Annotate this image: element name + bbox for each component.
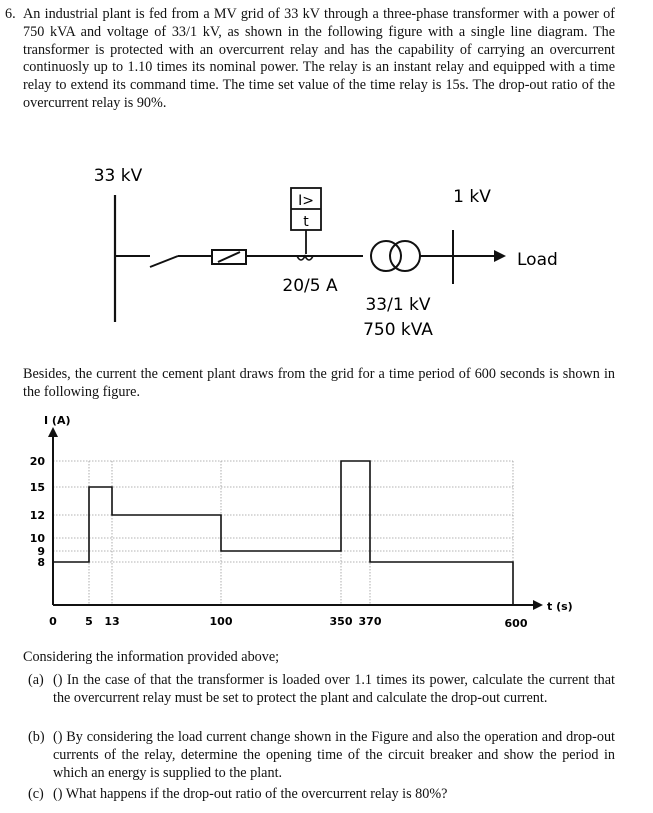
relay-overcurrent-label: I>: [298, 193, 314, 209]
current-profile-chart: [0, 405, 653, 630]
y-tick-8: 8: [37, 556, 45, 569]
relay-time-label: t: [303, 214, 309, 230]
y-tick-labels: [30, 455, 46, 569]
y-tick-9: 9: [37, 545, 45, 558]
x-tick-350: 350: [329, 615, 353, 628]
question-a-label: (a): [28, 672, 44, 688]
y-tick-10: 10: [29, 532, 45, 545]
problem-intro: [5, 6, 615, 113]
x-tick-370: 370: [358, 615, 382, 628]
transformer-primary: [371, 241, 401, 271]
x-tick-100: 100: [209, 615, 233, 628]
x-tick-13: 13: [104, 615, 120, 628]
transformer-power-label: 750 kVA: [363, 320, 433, 340]
question-a-text: () In the case of that the transformer is loaded over 1.1 times its power, calculate the current that the overcurrent relay must be set to protect the plant and calculate the drop-out current.: [53, 672, 615, 706]
grid-voltage-label: 33 kV: [93, 166, 143, 186]
y-tick-15: 15: [29, 481, 45, 494]
question-b-text: () By considering the load current change shown in the Figure and also the operation and drop-out currents of the relay, determine the opening time of the circuit breaker and show the period in which an energy is supplied to the plant.: [53, 729, 615, 781]
ct-ratio-label: 20/5 A: [282, 276, 338, 296]
considering-text: Considering the information provided above;: [23, 649, 280, 665]
problem-number: 6.: [5, 6, 16, 22]
current-plot-line: [53, 461, 513, 605]
x-axis-label: t (s): [547, 600, 573, 613]
y-tick-20: 20: [29, 455, 45, 468]
intro-text: An industrial plant is fed from a MV grid of 33 kV through a three-phase transformer with a power of 750 kVA and voltage of 33/1 kV, as shown in the following figure with a single line diagram. The transformer is protected with an overcurrent relay and has the capability of carrying an overcurrent continuosly up to 1.10 times its nominal power. The relay is an instant relay and equipped with a time relay to extend its command time. The time set value of the time relay is 15s. The drop-out ratio of the overcurrent relay is 90%.: [23, 6, 615, 111]
disconnector-blade: [150, 256, 178, 267]
question-c-text: () What happens if the drop-out ratio of the overcurrent relay is 80%?: [53, 786, 448, 802]
x-tick-5: 5: [85, 615, 93, 628]
current-step-line: [53, 461, 513, 605]
load-label: Load: [517, 250, 558, 270]
y-axis-label: I (A): [44, 414, 71, 427]
grid-lines: [53, 461, 513, 605]
x-tick-labels: [49, 615, 528, 630]
question-c-label: (c): [28, 786, 44, 802]
transformer-ratio-label: 33/1 kV: [365, 295, 431, 315]
question-b-label: (b): [28, 729, 45, 745]
x-tick-600: 600: [504, 617, 528, 630]
y-axis-arrow: [48, 427, 58, 437]
secondary-voltage-label: 1 kV: [453, 187, 491, 207]
question-c: [28, 786, 615, 804]
single-line-diagram: [60, 150, 580, 350]
question-a: [28, 672, 615, 708]
x-axis-arrow: [533, 600, 543, 610]
besides-text: Besides, the current the cement plant draws from the grid for a time period of 600 seconds is shown in the following figure.: [23, 366, 615, 400]
y-tick-12: 12: [29, 509, 45, 522]
question-b: [28, 729, 615, 782]
load-arrow-head: [494, 250, 506, 262]
transformer-secondary: [390, 241, 420, 271]
x-tick-0: 0: [49, 615, 57, 628]
